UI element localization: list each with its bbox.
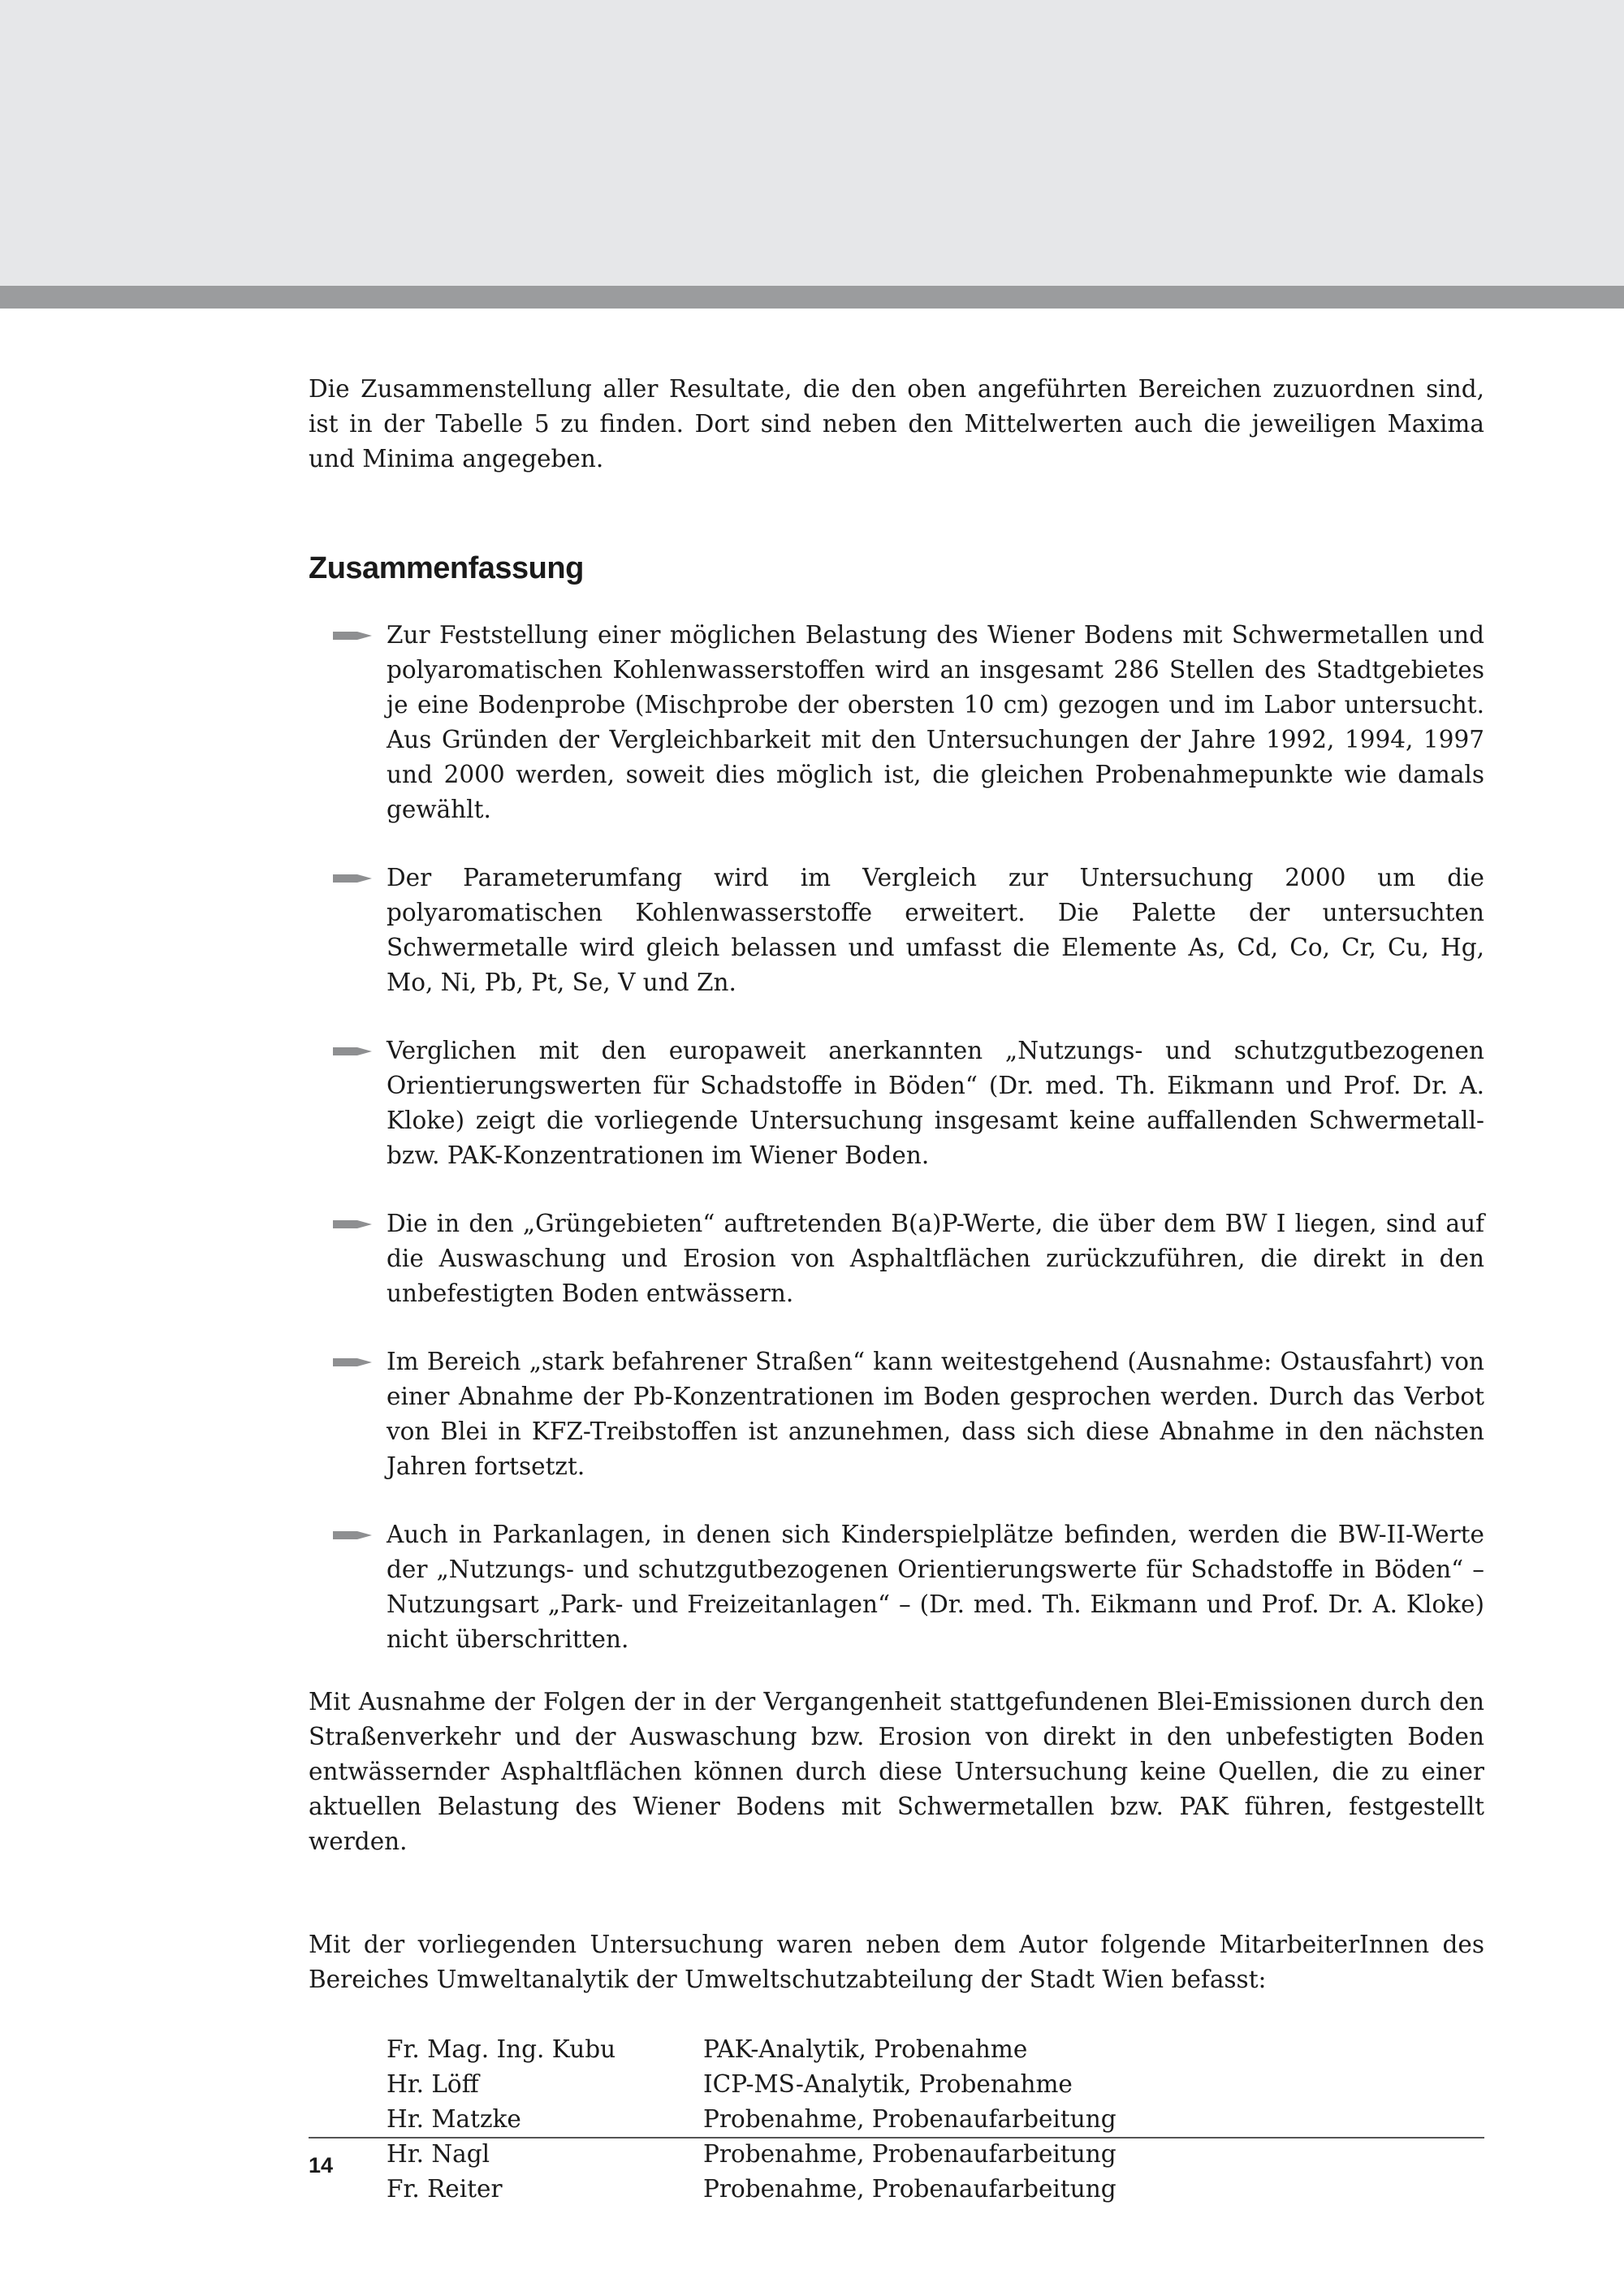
staff-role: Probenahme, Probenaufarbeitung	[703, 2105, 1116, 2133]
section-heading: Zusammenfassung	[309, 551, 584, 585]
staff-role: Probenahme, Probenaufarbeitung	[703, 2175, 1116, 2203]
footer-rule	[309, 2137, 1484, 2138]
summary-bullet	[309, 861, 1484, 1000]
bullet-text: Die in den „Grüngebieten“ auftretenden B(a)P-Werte, die über dem BW I liegen, sind auf die Auswaschung und Erosion von Asphaltflächen zurückzuführen, die direkt in den unbefestigten Boden entwässern.	[387, 1210, 1484, 1307]
credits-paragraph: Mit der vorliegenden Untersuchung waren neben dem Autor folgende MitarbeiterInnen des Bereiches Umweltanalytik der Umweltschutzabteilung der Stadt Wien befasst:	[309, 1931, 1484, 1993]
summary-bullet	[309, 1344, 1484, 1484]
staff-row	[387, 2067, 1484, 2102]
header-rule	[0, 286, 1624, 309]
staff-name: Fr. Mag. Ing. Kubu	[387, 2035, 616, 2063]
closing-paragraph: Mit Ausnahme der Folgen der in der Vergangenheit stattgefundenen Blei-Emissionen durch den Straßenverkehr und der Auswaschung bzw. Erosion von direkt in den unbefestigten Boden entwässernder Asphaltflächen können durch diese Untersuchung keine Quellen, die zu einer aktuellen Belastung des Wiener Bodens mit Schwermetallen bzw. PAK führen, festgestellt werden.	[309, 1688, 1484, 1855]
summary-list	[309, 618, 1484, 1657]
staff-role: PAK-Analytik, Probenahme	[703, 2035, 1028, 2063]
staff-list	[387, 2032, 1484, 2207]
bullet-text: Der Parameterumfang wird im Vergleich zur Untersuchung 2000 um die polyaromatischen Kohlenwasserstoffe erweitert. Die Palette der untersuchten Schwermetalle wird gleich belassen und umfasst die Elemente As, Cd, Co, Cr, Cu, Hg, Mo, Ni, Pb, Pt, Se, V und Zn.	[387, 864, 1484, 996]
header-band	[0, 0, 1624, 286]
summary-bullet	[309, 618, 1484, 827]
bullet-text: Zur Feststellung einer möglichen Belastung des Wiener Bodens mit Schwermetallen und polyaromatischen Kohlenwasserstoffen wird an insgesamt 286 Stellen des Stadtgebietes je eine Bodenprobe (Mischprobe der obersten 10 cm) gezogen und im Labor untersucht. Aus Gründen der Vergleichbarkeit mit den Untersuchungen der Jahre 1992, 1994, 1997 und 2000 werden, soweit dies möglich ist, die gleichen Probenahmepunkte wie damals gewählt.	[387, 621, 1484, 823]
staff-row	[387, 2102, 1484, 2137]
staff-name: Hr. Nagl	[387, 2140, 490, 2168]
staff-row	[387, 2032, 1484, 2067]
staff-row	[387, 2137, 1484, 2172]
bullet-text: Im Bereich „stark befahrener Straßen“ kann weitestgehend (Ausnahme: Ostausfahrt) von einer Abnahme der Pb-Konzentrationen im Boden gesprochen werden. Durch das Verbot von Blei in KFZ-Treibstoffen ist anzunehmen, dass sich diese Abnahme in den nächsten Jahren fortsetzt.	[387, 1348, 1484, 1480]
staff-role: ICP-MS-Analytik, Probenahme	[703, 2070, 1073, 2098]
bullet-arrow-icon	[333, 1529, 372, 1542]
bullet-arrow-icon	[333, 1218, 372, 1231]
bullet-arrow-icon	[333, 872, 372, 885]
bullet-text: Auch in Parkanlagen, in denen sich Kinderspielplätze befinden, werden die BW-II-Werte der „Nutzungs- und schutzgutbezogenen Orientierungswerte für Schadstoffe in Böden“ – Nutzungsart „Park- und Freizeitanlagen“ – (Dr. med. Th. Eikmann und Prof. Dr. A. Kloke) nicht überschritten.	[387, 1521, 1484, 1653]
page-number: 14	[309, 2153, 334, 2177]
staff-role: Probenahme, Probenaufarbeitung	[703, 2140, 1116, 2168]
summary-bullet	[309, 1517, 1484, 1657]
bullet-arrow-icon	[333, 1356, 372, 1369]
summary-bullet	[309, 1206, 1484, 1311]
summary-bullet	[309, 1034, 1484, 1173]
bullet-arrow-icon	[333, 629, 372, 642]
page-content	[309, 372, 1484, 2207]
staff-name: Hr. Löff	[387, 2070, 479, 2098]
staff-row	[387, 2172, 1484, 2207]
staff-name: Hr. Matzke	[387, 2105, 521, 2133]
staff-name: Fr. Reiter	[387, 2175, 503, 2203]
intro-paragraph: Die Zusammenstellung aller Resultate, die den oben angeführten Bereichen zuzuordnen sind, ist in der Tabelle 5 zu finden. Dort sind neben den Mittelwerten auch die jeweiligen Maxima und Minima angegeben.	[309, 375, 1484, 473]
bullet-text: Verglichen mit den europaweit anerkannten „Nutzungs- und schutzgutbezogenen Orientierungswerten für Schadstoffe in Böden“ (Dr. med. Th. Eikmann und Prof. Dr. A. Kloke) zeigt die vorliegende Untersuchung insgesamt keine auffallenden Schwermetall- bzw. PAK-Konzentrationen im Wiener Boden.	[387, 1037, 1484, 1169]
bullet-arrow-icon	[333, 1045, 372, 1058]
